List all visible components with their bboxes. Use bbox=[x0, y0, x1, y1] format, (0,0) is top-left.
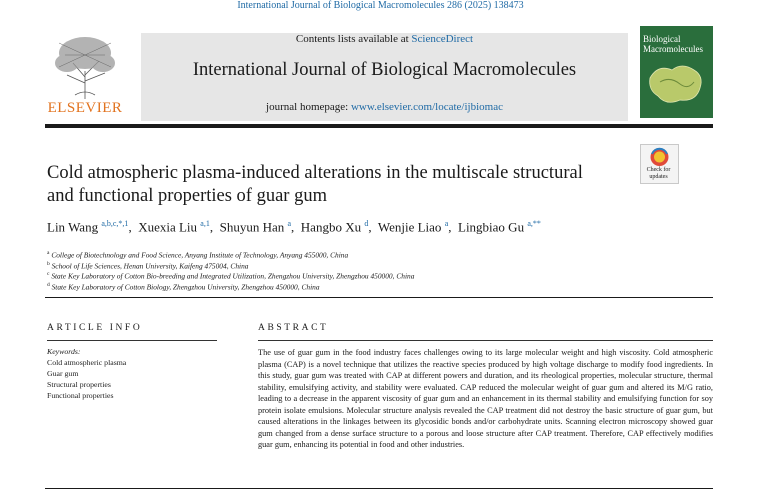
abstract-text: The use of guar gum in the food industry faces challenges owing to its large molecular weight and high viscosity. Cold atmospheric plasma (CAP) is a novel technique that utilizes the reactive species produced by high voltage discharge to modify food ingredients. In this study, guar gum was treated with CAP at different powers and duration, and its rheological properties, molecular structure, thermal stability, emulsifying activity, and stability were evaluated. CAP reduced the molecular weight of guar gum and altered its M/G ratio, leading to a decrease in the apparent viscosity of guar gum and an enhancement in its thermal stability and emulsifying function for soy protein isolate emulsions. Molecular structure analysis revealed the CAP treatment did not destroy the basic structure of guar gum, but caused alterations in the linkages between its glycosidic bonds and/or carbohydrate units. Scanning electron microscopy showed guar gum changed from a dense surface structure to a porous and loose structure after CAP treatment. Therefore, CAP effectively modifies guar gum, enhancing its potential in food and other industries. bbox=[258, 348, 713, 449]
author-name[interactable]: Lin Wang bbox=[47, 219, 99, 235]
check-updates-label bbox=[640, 167, 677, 180]
affiliation bbox=[47, 261, 248, 270]
title-line-1: Cold atmospheric plasma-induced alterations in the multiscale structural bbox=[47, 163, 583, 183]
author-name[interactable]: Hangbo Xu bbox=[300, 219, 362, 235]
author-affiliation-marks[interactable]: d bbox=[364, 219, 369, 228]
bottom-rule bbox=[45, 488, 713, 489]
affiliation-key: a bbox=[47, 250, 50, 256]
author-affiliation-marks[interactable]: a bbox=[444, 219, 449, 228]
keyword-item[interactable]: Functional properties bbox=[47, 391, 114, 400]
contents-line bbox=[141, 33, 628, 45]
sciencedirect-link[interactable]: ScienceDirect bbox=[411, 33, 474, 45]
affiliation bbox=[47, 250, 348, 259]
section-divider bbox=[45, 297, 713, 298]
author-affiliation-marks[interactable]: a,** bbox=[527, 219, 541, 228]
title-line-2: and functional properties of guar gum bbox=[47, 186, 327, 206]
author-affiliation-marks[interactable]: a bbox=[287, 219, 292, 228]
author-name[interactable]: Xuexia Liu bbox=[138, 219, 198, 235]
cover-title: Biological Macromolecules bbox=[643, 34, 703, 54]
keyword-item[interactable]: Cold atmospheric plasma bbox=[47, 358, 127, 367]
affiliation-text: School of Life Sciences, Henan University, Kaifeng 475004, China bbox=[51, 261, 249, 271]
header-rule bbox=[45, 124, 713, 128]
article-title bbox=[47, 162, 637, 208]
check-updates-line-2: updates bbox=[649, 173, 668, 180]
publisher-name: ELSEVIER bbox=[47, 100, 123, 116]
author-affiliation-marks[interactable]: a,1 bbox=[200, 219, 210, 228]
article-info-heading: ARTICLE INFO bbox=[47, 323, 143, 333]
affiliation-key: d bbox=[47, 282, 50, 288]
affiliation-key: b bbox=[47, 261, 50, 267]
affiliation bbox=[47, 271, 414, 280]
affiliation-text: State Key Laboratory of Cotton Bio-breeding and Integrated Utilization, Zhengzhou University, Zhengzhou 450000, China bbox=[51, 271, 415, 281]
author-list: Lin Wang $^{a,b,c,*,1}$, Xuexia Liu $^{a,1}$, Shuyun Han $^a$, Hangbo Xu $^d$, Wenjie Liao $^a$, Lingbiao Gu $^{a,**}$ bbox=[47, 219, 541, 235]
author-name[interactable]: Lingbiao Gu bbox=[458, 219, 525, 235]
check-updates-icon bbox=[641, 145, 678, 169]
homepage-line bbox=[141, 101, 628, 113]
abstract-rule bbox=[258, 340, 713, 341]
contents-prefix: Contents lists available at bbox=[295, 33, 412, 45]
check-updates-line-1: Check for bbox=[646, 167, 671, 173]
affiliation-text: State Key Laboratory of Cotton Biology, Zhengzhou University, Zhengzhou 450000, China bbox=[51, 282, 320, 292]
keywords-label: Keywords: bbox=[47, 347, 81, 356]
affiliation-text: College of Biotechnology and Food Science, Anyang Institute of Technology, Anyang 455000, China bbox=[51, 250, 349, 260]
author-name[interactable]: Wenjie Liao bbox=[377, 219, 442, 235]
keyword-item[interactable]: Structural properties bbox=[47, 380, 111, 389]
cover-map-image bbox=[646, 58, 707, 108]
abstract-heading: ABSTRACT bbox=[258, 323, 329, 333]
journal-name: International Journal of Biological Macromolecules bbox=[192, 60, 577, 80]
author-affiliation-marks[interactable]: a,b,c,*,1 bbox=[101, 219, 129, 228]
keyword-item[interactable]: Guar gum bbox=[47, 369, 79, 378]
affiliation bbox=[47, 282, 320, 291]
journal-citation[interactable]: International Journal of Biological Macromolecules 286 (2025) 138473 bbox=[237, 0, 524, 11]
homepage-link[interactable]: www.elsevier.com/locate/ijbiomac bbox=[350, 101, 503, 113]
homepage-prefix: journal homepage: bbox=[266, 101, 351, 113]
affiliation-key: c bbox=[47, 271, 50, 277]
author-name[interactable]: Shuyun Han bbox=[219, 219, 285, 235]
article-info-rule bbox=[47, 340, 217, 341]
